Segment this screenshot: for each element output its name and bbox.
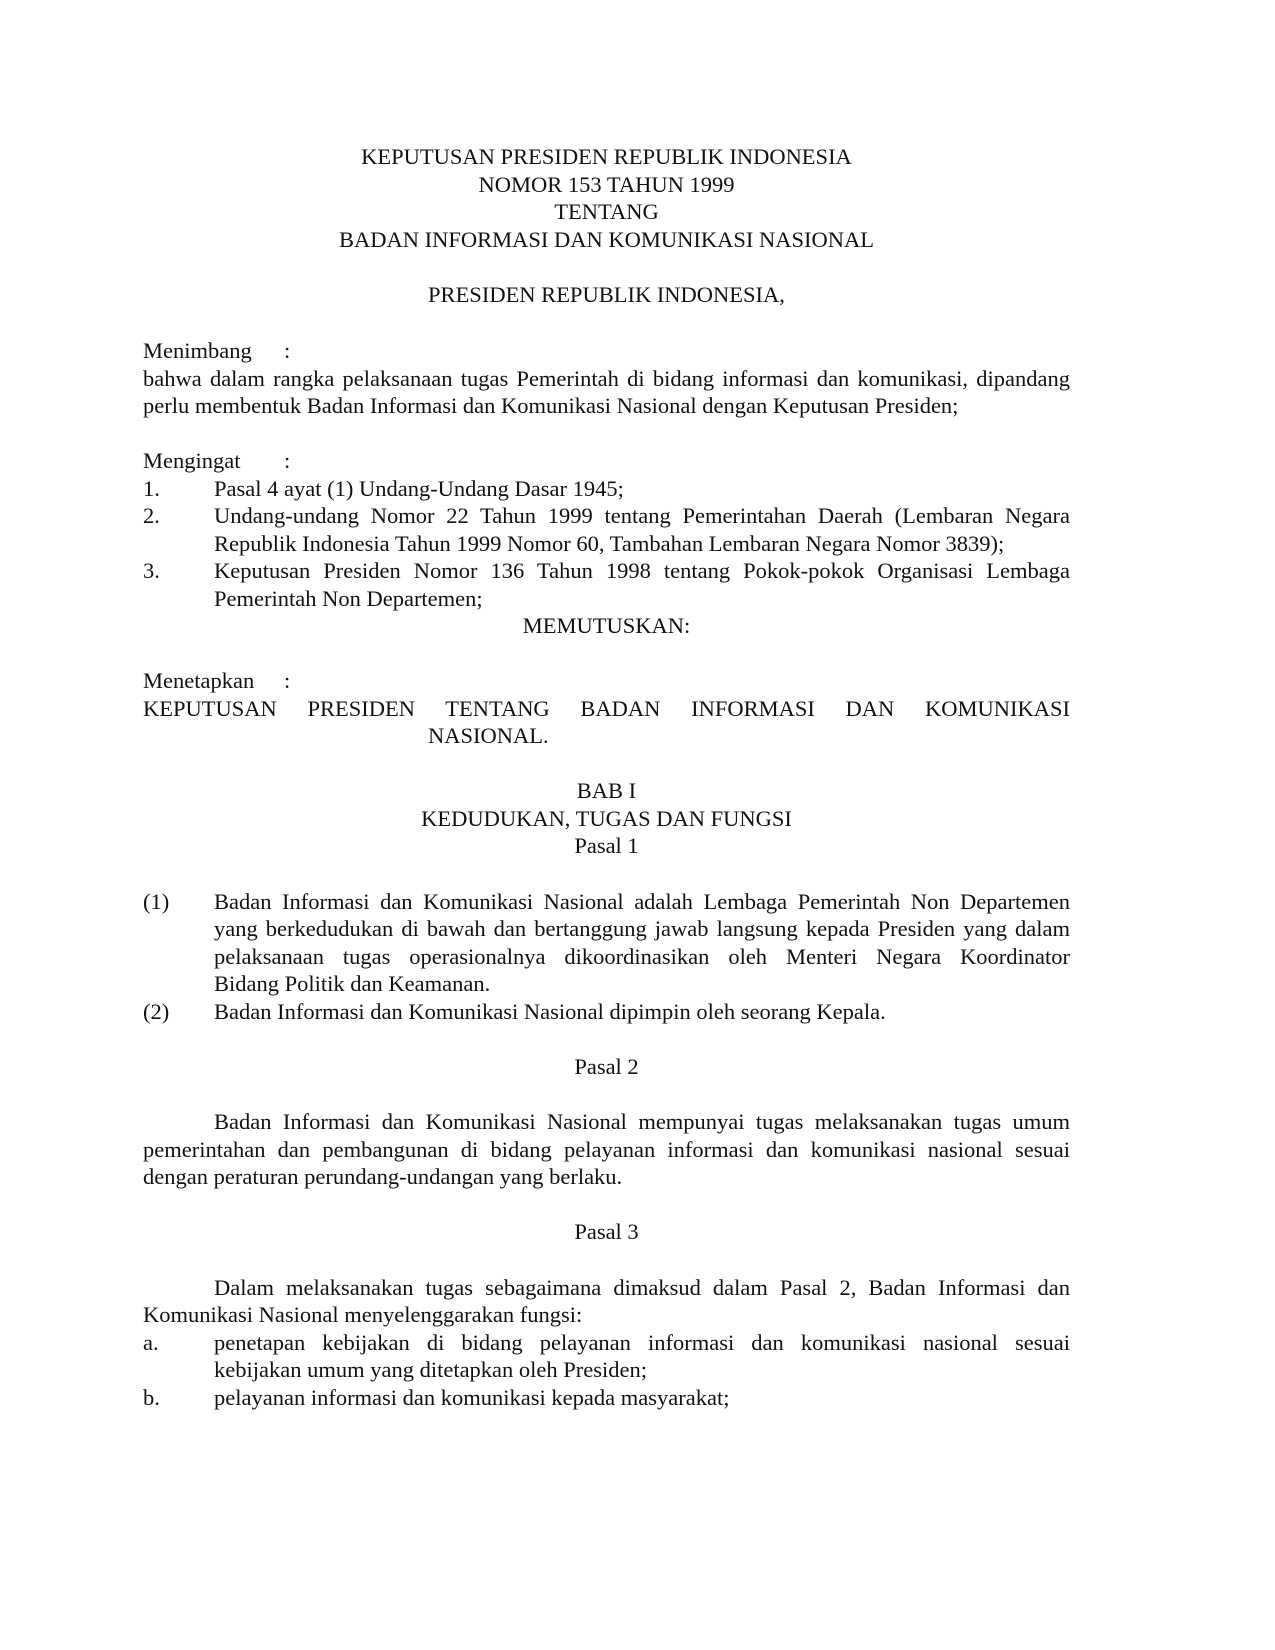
- pasal-3-item-b-line-1: pelayanan informasi dan komunikasi kepada masyarakat;: [214, 1385, 730, 1410]
- mengingat-item-2-number: 2.: [143, 503, 160, 528]
- mengingat-item-2-line-1: Undang-undang Nomor 22 Tahun 1999 tentang Pemerintahan Daerah (Lembaran Negara: [214, 503, 1070, 528]
- menetapkan-colon: :: [284, 668, 291, 693]
- pasal-2-line-1: Badan Informasi dan Komunikasi Nasional mempunyai tugas melaksanakan tugas umum: [214, 1109, 1070, 1134]
- menimbang-line-2: perlu membentuk Badan Informasi dan Komunikasi Nasional dengan Keputusan Presiden;: [143, 393, 959, 418]
- pasal-3-item-b-letter: b.: [143, 1385, 160, 1410]
- title-line-2: NOMOR 153 TAHUN 1999: [478, 172, 735, 197]
- memutuskan-heading: MEMUTUSKAN:: [522, 613, 691, 638]
- pasal-1-item-1-number: (1): [143, 889, 170, 914]
- pasal-3-intro-line-2: Komunikasi Nasional menyelenggarakan fungsi:: [143, 1302, 583, 1327]
- menetapkan-label: Menetapkan: [143, 668, 255, 693]
- pasal-3-item-a-line-1: penetapan kebijakan di bidang pelayanan informasi dan komunikasi nasional sesuai: [214, 1330, 1070, 1355]
- mengingat-item-2-line-2: Republik Indonesia Tahun 1999 Nomor 60, Tambahan Lembaran Negara Nomor 3839);: [214, 531, 1005, 556]
- pasal-1-item-1-line-2: yang berkedudukan di bawah dan bertanggung jawab langsung kepada Presiden yang dalam: [214, 916, 1070, 941]
- pasal-3-title: Pasal 3: [574, 1219, 639, 1244]
- pasal-1-item-1-line-3: pelaksanaan tugas operasionalnya dikoordinasikan oleh Menteri Negara Koordinator: [214, 944, 1070, 969]
- menetapkan-line-1: KEPUTUSAN PRESIDEN TENTANG BADAN INFORMASI DAN KOMUNIKASI: [143, 696, 1070, 721]
- mengingat-item-3-line-2: Pemerintah Non Departemen;: [214, 586, 483, 611]
- pasal-3-intro-line-1: Dalam melaksanakan tugas sebagaimana dimaksud dalam Pasal 2, Badan Informasi dan: [214, 1275, 1070, 1300]
- menetapkan-line-2: NASIONAL.: [428, 723, 549, 748]
- menimbang-label: Menimbang: [143, 338, 252, 363]
- title-line-1: KEPUTUSAN PRESIDEN REPUBLIK INDONESIA: [361, 144, 852, 169]
- bab-subtitle: KEDUDUKAN, TUGAS DAN FUNGSI: [421, 806, 792, 831]
- pasal-1-item-1-line-1: Badan Informasi dan Komunikasi Nasional adalah Lembaga Pemerintah Non Departemen: [214, 889, 1070, 914]
- title-line-4: BADAN INFORMASI DAN KOMUNIKASI NASIONAL: [338, 227, 874, 252]
- menimbang-line-1: bahwa dalam rangka pelaksanaan tugas Pemerintah di bidang informasi dan komunikasi, dipandang: [143, 366, 1070, 391]
- pasal-2-line-3: dengan peraturan perundang-undangan yang berlaku.: [143, 1164, 623, 1189]
- pasal-3-item-a-letter: a.: [143, 1330, 159, 1355]
- menimbang-colon: :: [284, 338, 291, 363]
- pasal-1-title: Pasal 1: [574, 833, 639, 858]
- mengingat-item-3-line-1: Keputusan Presiden Nomor 136 Tahun 1998 tentang Pokok-pokok Organisasi Lembaga: [214, 558, 1070, 583]
- issuer-heading: PRESIDEN REPUBLIK INDONESIA,: [428, 282, 785, 307]
- mengingat-item-1-line-1: Pasal 4 ayat (1) Undang-Undang Dasar 1945;: [214, 476, 624, 501]
- mengingat-label: Mengingat: [143, 448, 241, 473]
- mengingat-item-1-number: 1.: [143, 476, 160, 501]
- pasal-3-item-a-line-2: kebijakan umum yang ditetapkan oleh Presiden;: [214, 1357, 648, 1382]
- pasal-1-item-2-line-1: Badan Informasi dan Komunikasi Nasional dipimpin oleh seorang Kepala.: [214, 999, 886, 1024]
- mengingat-item-3-number: 3.: [143, 558, 160, 583]
- pasal-1-item-1-line-4: Bidang Politik dan Keamanan.: [214, 971, 491, 996]
- bab-title: BAB I: [576, 778, 637, 803]
- pasal-2-line-2: pemerintahan dan pembangunan di bidang pelayanan informasi dan komunikasi nasional sesuai: [143, 1137, 1070, 1162]
- pasal-2-title: Pasal 2: [574, 1054, 639, 1079]
- pasal-1-item-2-number: (2): [143, 999, 170, 1024]
- title-line-3: TENTANG: [554, 199, 659, 224]
- mengingat-colon: :: [284, 448, 291, 473]
